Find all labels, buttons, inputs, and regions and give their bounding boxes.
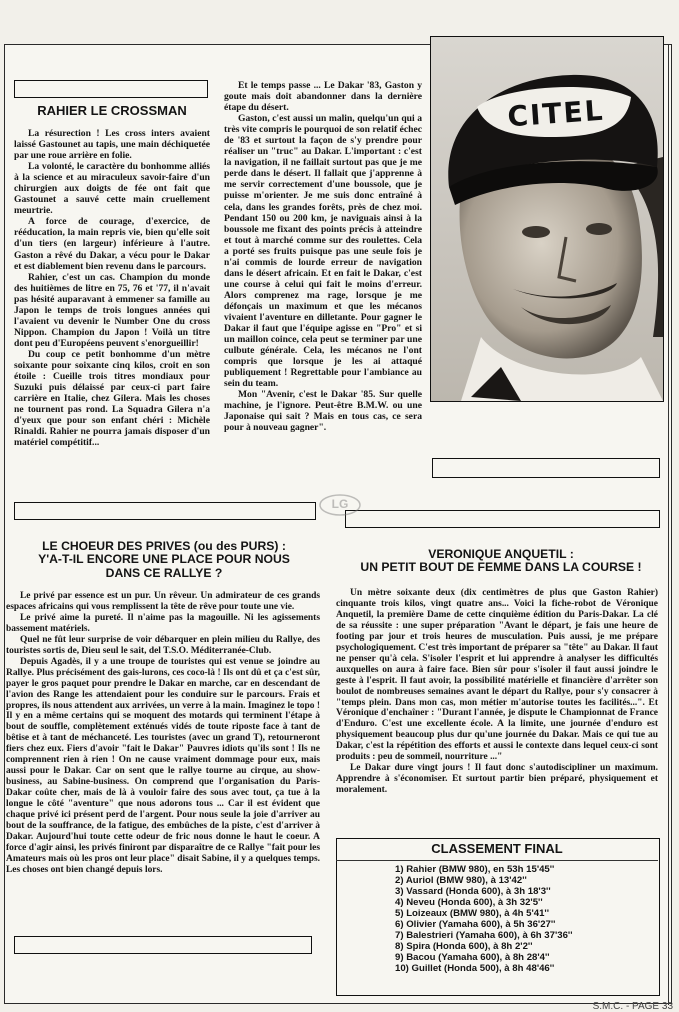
anquetil-title xyxy=(338,548,664,575)
paragraph: Le privé aime la pureté. Il n'aime pas la magouille. Ni les agissements bassement matériels. xyxy=(6,612,320,634)
prives-title-line1: LE CHOEUR DES PRIVES (ou des PURS) : xyxy=(42,539,286,553)
paragraph: Gaston, c'est aussi un malin, quelqu'un qui a très vite compris le pourquoi de son relatif échec de '83 et surtout la façon de s'y prendre pour réaliser un "truc" au Dakar. L'important : c'est la navigation, il ne faillait surtout pas que je me perde dans le désert. Il fallait que j'apprenne à me servir correctement d'une boussole, que je puisse m'orienter. Je me suis donc entraîné à cela, dans les grandes forêts, près de chez moi. Pendant 150 ou 200 km, je naviguais ainsi à la boussole me fixant des points précis à atteindre et tout à marché comme sur des roulettes. Cela a porté ses fruits puisque pas une seule fois je n'ai commis de lourde erreur de navigation dans le désert africain. Et en fait le Dakar, c'est une course à celui qui fait le moins d'erreur. Alors comprenez ma rage, lorsque je me défonçais un maximum et que les mécanos vivaient l'aventure en dilletante. Pour gagner le Dakar il faut que l'équipe agisse en "Pro" et si un maillon coince, cela peut se terminer par une culbute générale. Cela, les mécanos ne l'ont compris que lorsque je les ai attaqué publiquement ! Regrettable pour l'ambiance au sein du team. xyxy=(224,113,422,390)
title-rule-box xyxy=(14,80,208,98)
rahier-col1 xyxy=(14,128,210,503)
page-footer: S.M.C. - PAGE 33 xyxy=(592,1001,673,1012)
result-row: 2) Auriol (BMW 980), à 13'42'' xyxy=(395,875,527,887)
paragraph: Depuis Agadès, il y a une troupe de touristes qui est venue se joindre au Rallye. Plus précisément des gais-lurons, ces coco-là ! Ils ont dû et ça c'est sûr, payer le gros paquet pour prendre le Dakar en marche, car en descendant de l'avion des Range les attendaient pour les conduire sur le parcours. Frais et propres, ils nous attendent aux arrivées, un verre à la main. Imaginez le topo ! Il y en a même certains qui se moquent des motards qui terminent l'étape à bout de souffle, complètement exténués vidés de toute riposte face à tant de bêtise et à tant de méchanceté. Les touristes (avec un grand T), retourneront fiers chez eux. Fiers d'avoir "fait le Dakar" Pauvres idiots qu'ils sont ! Ils ne comprennent rien à rien ! On ne cause vraiment dommage pour eux, mais aussi pour le Dakar. Car on sent que le rallye tourne au cirque, au show-business, au Sabine-business. On comprend que l'organisation du Paris-Dakar coûte cher, mais de là à vouloir faire des sous avec tout, ça tue à la longue le côté "aventure" que nous adorons tous ... Car il est évident que chaque privé ici présent perd de l'argent. Pour nous seule la joie d'arriver au bout de la souffrance, de la fatigue, des embûches de la piste, c'est d'arriver à Dakar. Aujourd'hui toute cette odeur de fric nous donne le haut le coeur. A force d'agir ainsi, les privés finiront par disparaître de ce Rallye "fait pour les Amateurs mais où les pros ont leur place" disait Sabine, il y a quelques temps. Les choses ont bien changé depuis lors. xyxy=(6,656,320,875)
paragraph: Le Dakar dure vingt jours ! Il faut donc s'autodiscipliner un maximum. Apprendre à s'économiser. Et surtout partir bien préparé, physiquement et moralement. xyxy=(336,763,658,796)
paragraph: Et le temps passe ... Le Dakar '83, Gaston y goute mais doit abandonner dans la dernière étape du désert. xyxy=(224,80,422,114)
publisher-logo xyxy=(318,494,362,516)
result-row: 6) Olivier (Yamaha 600), à 5h 36'27'' xyxy=(395,919,556,931)
result-row: 5) Loizeaux (BMW 980), à 4h 5'41'' xyxy=(395,908,549,920)
prives-body xyxy=(6,591,320,921)
paragraph: Quel ne fût leur surprise de voir débarquer en plein milieu du Rallye, des touristes sortis de, Dieu seul le sait, del T.S.O. Méditerranée-Club. xyxy=(6,634,320,656)
anquetil-body xyxy=(336,588,658,823)
result-row: 1) Rahier (BMW 980), en 53h 15'45'' xyxy=(395,864,555,875)
rahier-col2 xyxy=(224,80,422,475)
anquetil-title-line1: VERONIQUE ANQUETIL : xyxy=(428,547,574,561)
classement-list xyxy=(395,864,615,974)
result-row: 9) Bacou (Yamaha 600), à 8h 28'4'' xyxy=(395,952,550,964)
result-row: 3) Vassard (Honda 600), à 3h 18'3'' xyxy=(395,886,551,898)
separator-box-left xyxy=(14,502,316,520)
separator-box-right xyxy=(345,510,660,528)
anquetil-title-line2: UN PETIT BOUT DE FEMME DANS LA COURSE ! xyxy=(360,560,642,575)
bottom-left-box xyxy=(14,936,312,954)
right-border-rule xyxy=(668,45,669,1005)
classement-title: CLASSEMENT FINAL xyxy=(431,841,563,856)
paragraph: La résurection ! Les cross inters avaient laissé Gastounet au tapis, une main déchiquetée par une roue arrière en folie. xyxy=(14,128,210,162)
paragraph: Du coup ce petit bonhomme d'un mètre soixante pour soixante cinq kilos, croit en son étoile : Cueille trois titres mondiaux pour Suzuki puis délaissé par ceux-ci part faire carrière en Italie, chez Gilera. Mais les choses ne tournent pas rond. La Squadra Gilera n'a d'yeux que pour son enfant chéri : Michèle Rinaldi. Rahier ne pourra jamais disposer d'un matériel compétitif... xyxy=(14,348,210,449)
prives-title xyxy=(14,540,314,580)
paragraph: La volonté, le caractère du bonhomme alliés à la science et au miraculeux savoir-faire d'un chirurgien aux doigts de fée ont fait que Gastounet a sauvé cette main cruellement meurtrie. xyxy=(14,161,210,217)
result-row: 7) Balestrieri (Yamaha 600), à 6h 37'36'' xyxy=(395,930,573,942)
logo-text: LG xyxy=(331,497,349,511)
paragraph: Mon "Avenir, c'est le Dakar '85. Sur quelle machine, je l'ignore. Peut-être B.M.W. ou une Japonaise qui sait ? Mais en tous cas, ce sera pour à nouveau gagner". xyxy=(224,389,422,434)
paragraph: A force de courage, d'exercice, de rééducation, la main repris vie, bien qu'elle soit d'un tiers (en largeur) inférieure à l'autre. Gaston a rêvé du Dakar, a vécu pour le Dakar et est diablement bien revenu dans le parcours. xyxy=(14,216,210,272)
result-row: 8) Spira (Honda 600), à 8h 2'2'' xyxy=(395,941,533,953)
prives-title-line3: DANS CE RALLYE ? xyxy=(105,565,223,580)
result-row: 10) Guillet (Honda 500), à 8h 48'46'' xyxy=(395,963,555,975)
classement-rule xyxy=(336,860,658,861)
paragraph: Le privé par essence est un pur. Un rêveur. Un admirateur de ces grands espaces africains qui vous remplissent la tête de rêve pour toute une vie. xyxy=(6,591,320,612)
rahier-photo xyxy=(430,36,664,402)
portrait-illustration xyxy=(431,37,663,401)
prives-title-line2: Y'A-T-IL ENCORE UNE PLACE POUR NOUS xyxy=(38,552,290,567)
paragraph: Rahier, c'est un cas. Champion du monde des huitièmes de litre en 75, 76 et '77, il n'avait pas hésité auparavant à emmener sa famille au Japon le temps de trois longues années qui l'avaient vu devenir le Number One du cross Nippon. Champion du Japon ! Voilà un titre dont peu d'Européens peuvent s'enorgueillir! xyxy=(14,271,210,349)
result-row: 4) Neveu (Honda 600), à 3h 32'5'' xyxy=(395,897,543,909)
cap-logo-text: CITEL xyxy=(506,93,606,134)
photo-caption-box xyxy=(432,458,660,478)
paragraph: Un mètre soixante deux (dix centimètres de plus que Gaston Rahier) cinquante trois kilos, vingt quatre ans... Voici la fiche-robot de Véronique Anquetil, la première Dame de cette cinquième édition du Paris-Dakar. La clé de sa réussite : une super préparation "Avant le départ, je fais une heure de footing par jour et trois heures de musculation. Puis aussi, je me prépare psychologiquement. C'est très important de préparer sa "tête" au Dakar. Il faut ne penser qu'à cela. S'isoler l'esprit et lui apprendre à analyser les difficultés auxquelles on aura à faire face. Bien sûr pour s'isoler il faut aussi joindre le geste à l'esprit. Il faut avoir, la possibilité matérielle et financière d'arrêter son boulot de nombreuses semaines avant le départ du Rallye, pour s'y consacrer à "temps plein. Dans mon cas, mon métier m'autorise toutes les facilités...". Et Véronique d'enchaîner : "Durant l'année, je dispute le Championnat de France d'Enduro. C'est une excellente école. A la limite, une journée d'enduro est physiquement beaucoup plus dur qu'une journée du Dakar. Mais ce qui tue au Dakar, c'est la répétition des efforts et aussi le contexte dans lequel ceux-ci sont produits : peu de sommeil, nourriture ..." xyxy=(336,588,658,763)
rahier-title: RAHIER LE CROSSMAN xyxy=(37,103,187,118)
